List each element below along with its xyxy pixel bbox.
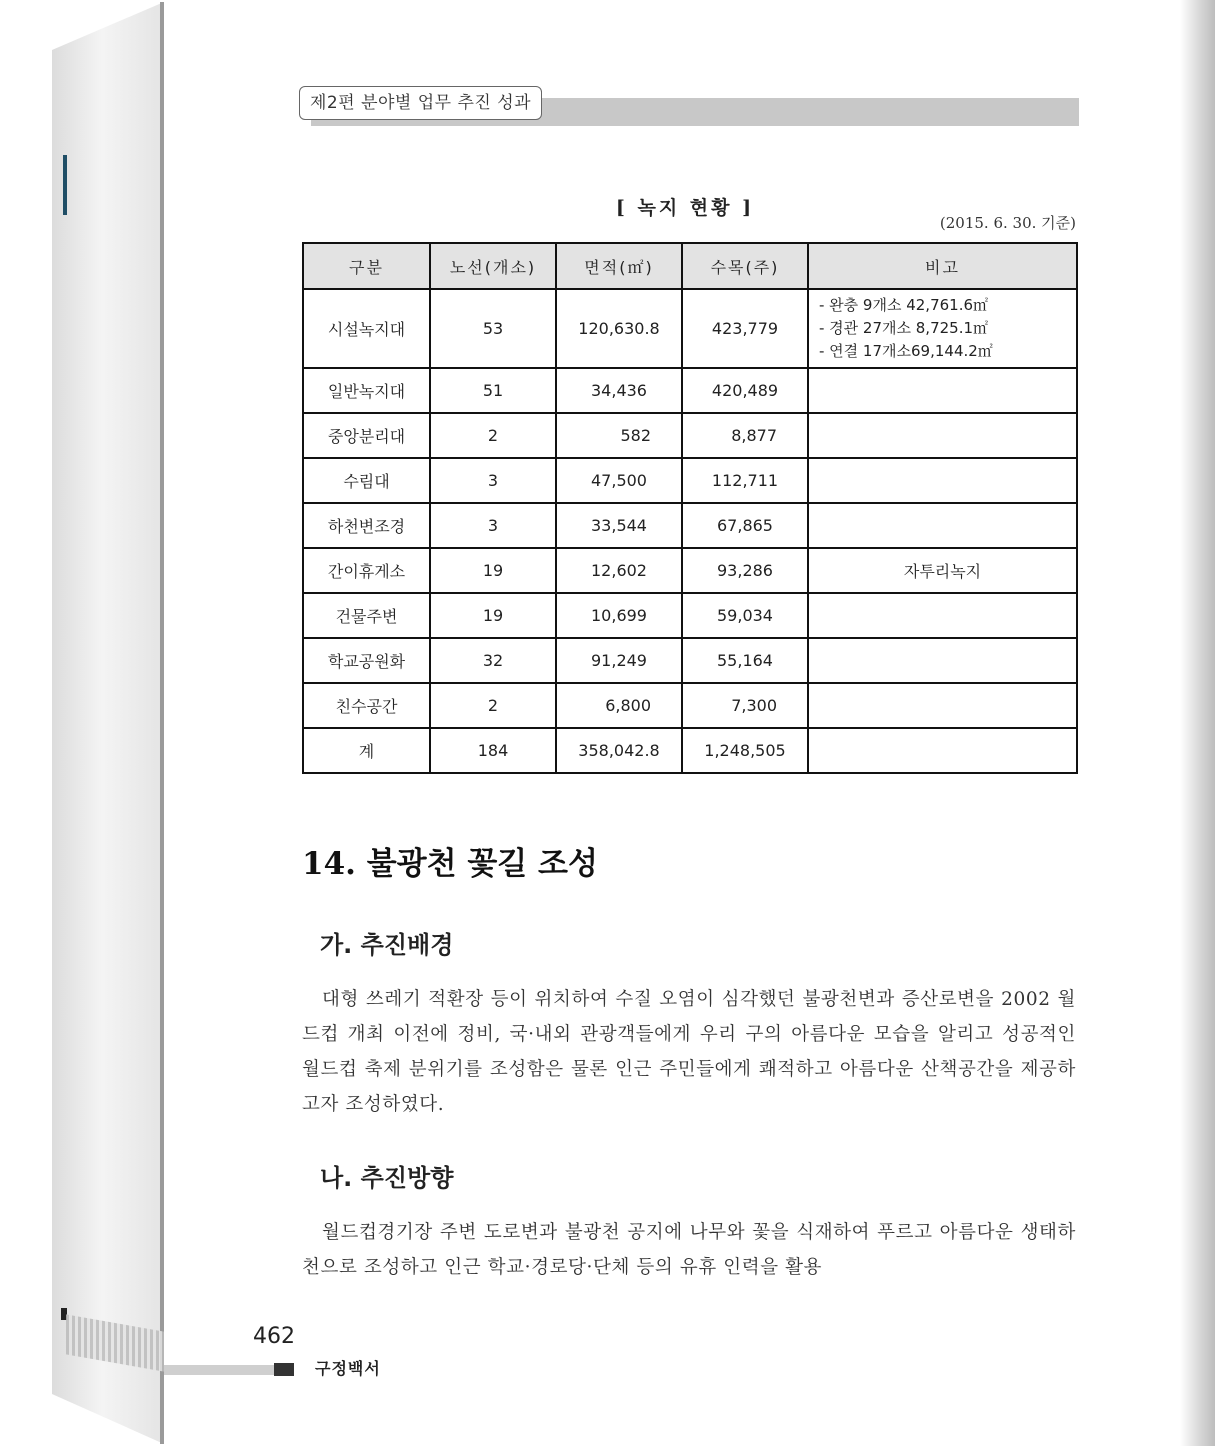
routes-cell: 3 (430, 458, 556, 503)
remark-cell (808, 638, 1077, 683)
table-row (303, 413, 1077, 458)
remark-cell (808, 593, 1077, 638)
trees-cell: 423,779 (682, 289, 808, 368)
routes-cell: 3 (430, 503, 556, 548)
area-cell: 91,249 (556, 638, 682, 683)
table-row (303, 683, 1077, 728)
trees-cell: 93,286 (682, 548, 808, 593)
area-cell: 10,699 (556, 593, 682, 638)
routes-cell: 32 (430, 638, 556, 683)
category-cell: 간이휴게소 (303, 548, 430, 593)
routes-cell: 51 (430, 368, 556, 413)
remark-cell (808, 683, 1077, 728)
area-cell: 33,544 (556, 503, 682, 548)
routes-cell: 19 (430, 593, 556, 638)
area-cell: 120,630.8 (556, 289, 682, 368)
page-number: 462 (253, 1324, 295, 1349)
footer-block (274, 1363, 294, 1376)
trees-cell: 112,711 (682, 458, 808, 503)
remark-cell: 자투리녹지 (808, 548, 1077, 593)
area-cell: 47,500 (556, 458, 682, 503)
spine-color-mark (63, 155, 67, 215)
table-row (303, 548, 1077, 593)
category-cell: 중앙분리대 (303, 413, 430, 458)
area-cell: 582 (556, 413, 682, 458)
table-row (303, 638, 1077, 683)
remark-cell (808, 413, 1077, 458)
area-cell: 34,436 (556, 368, 682, 413)
column-header: 수목(주) (682, 243, 808, 289)
chapter-tab: 제2편 분야별 업무 추진 성과 (299, 86, 542, 120)
category-cell: 학교공원화 (303, 638, 430, 683)
book-title: 구정백서 (315, 1359, 381, 1378)
trees-cell: 420,489 (682, 368, 808, 413)
book-side-edge (52, 2, 164, 1444)
trees-cell: 8,877 (682, 413, 808, 458)
table-row (303, 458, 1077, 503)
direction-heading: 나. 추진방향 (320, 1164, 454, 1192)
table-row (303, 289, 1077, 368)
background-heading: 가. 추진배경 (320, 931, 454, 959)
table-row (303, 368, 1077, 413)
category-cell: 건물주변 (303, 593, 430, 638)
trees-cell: 59,034 (682, 593, 808, 638)
area-cell: 358,042.8 (556, 728, 682, 773)
page-fold-shadow (1180, 0, 1215, 1446)
table-header-row (303, 243, 1077, 289)
remark-cell (808, 503, 1077, 548)
direction-paragraph: 월드컵경기장 주변 도로변과 불광천 공지에 나무와 꽃을 식재하여 푸르고 아름다운 생태하천으로 조성하고 인근 학교·경로당·단체 등의 유휴 인력을 활용 (302, 1222, 1076, 1278)
category-cell: 일반녹지대 (303, 368, 430, 413)
remark-cell (808, 458, 1077, 503)
trees-cell: 67,865 (682, 503, 808, 548)
column-header: 구분 (303, 243, 430, 289)
table-date-note: (2015. 6. 30. 기준) (939, 214, 1076, 232)
category-cell: 수림대 (303, 458, 430, 503)
table-row (303, 593, 1077, 638)
section-title: 14. 불광천 꽃길 조성 (302, 846, 598, 882)
remark-cell (808, 289, 1077, 368)
routes-cell: 2 (430, 683, 556, 728)
trees-cell: 55,164 (682, 638, 808, 683)
category-cell: 시설녹지대 (303, 289, 430, 368)
routes-cell: 184 (430, 728, 556, 773)
table-total-row (303, 728, 1077, 773)
column-header: 비고 (808, 243, 1077, 289)
table-row (303, 503, 1077, 548)
remark-line: - 완충 9개소 42,761.6㎡ (819, 296, 989, 314)
table-title: [ 녹지 현황 ] (615, 197, 755, 219)
category-cell: 하천변조경 (303, 503, 430, 548)
remark-line: - 경관 27개소 8,725.1㎡ (819, 319, 989, 337)
remark-cell (808, 728, 1077, 773)
remark-line: - 연결 17개소69,144.2㎡ (819, 342, 993, 360)
trees-cell: 7,300 (682, 683, 808, 728)
area-cell: 6,800 (556, 683, 682, 728)
column-header: 면적(㎡) (556, 243, 682, 289)
trees-cell: 1,248,505 (682, 728, 808, 773)
routes-cell: 2 (430, 413, 556, 458)
background-paragraph: 대형 쓰레기 적환장 등이 위치하여 수질 오염이 심각했던 불광천변과 증산로변을 2002 월드컵 개최 이전에 정비, 국·내외 관광객들에게 우리 구의 아름다운 모습을 알리고 성공적인 월드컵 축제 분위기를 조성함은 물론 인근 주민들에게 쾌적하고 아름다운 산책공간을 제공하고자 조성하였다. (302, 989, 1076, 1115)
category-cell: 계 (303, 728, 430, 773)
green-space-table (302, 242, 1078, 774)
remark-cell (808, 368, 1077, 413)
column-header: 노선(개소) (430, 243, 556, 289)
routes-cell: 53 (430, 289, 556, 368)
area-cell: 12,602 (556, 548, 682, 593)
category-cell: 친수공간 (303, 683, 430, 728)
routes-cell: 19 (430, 548, 556, 593)
